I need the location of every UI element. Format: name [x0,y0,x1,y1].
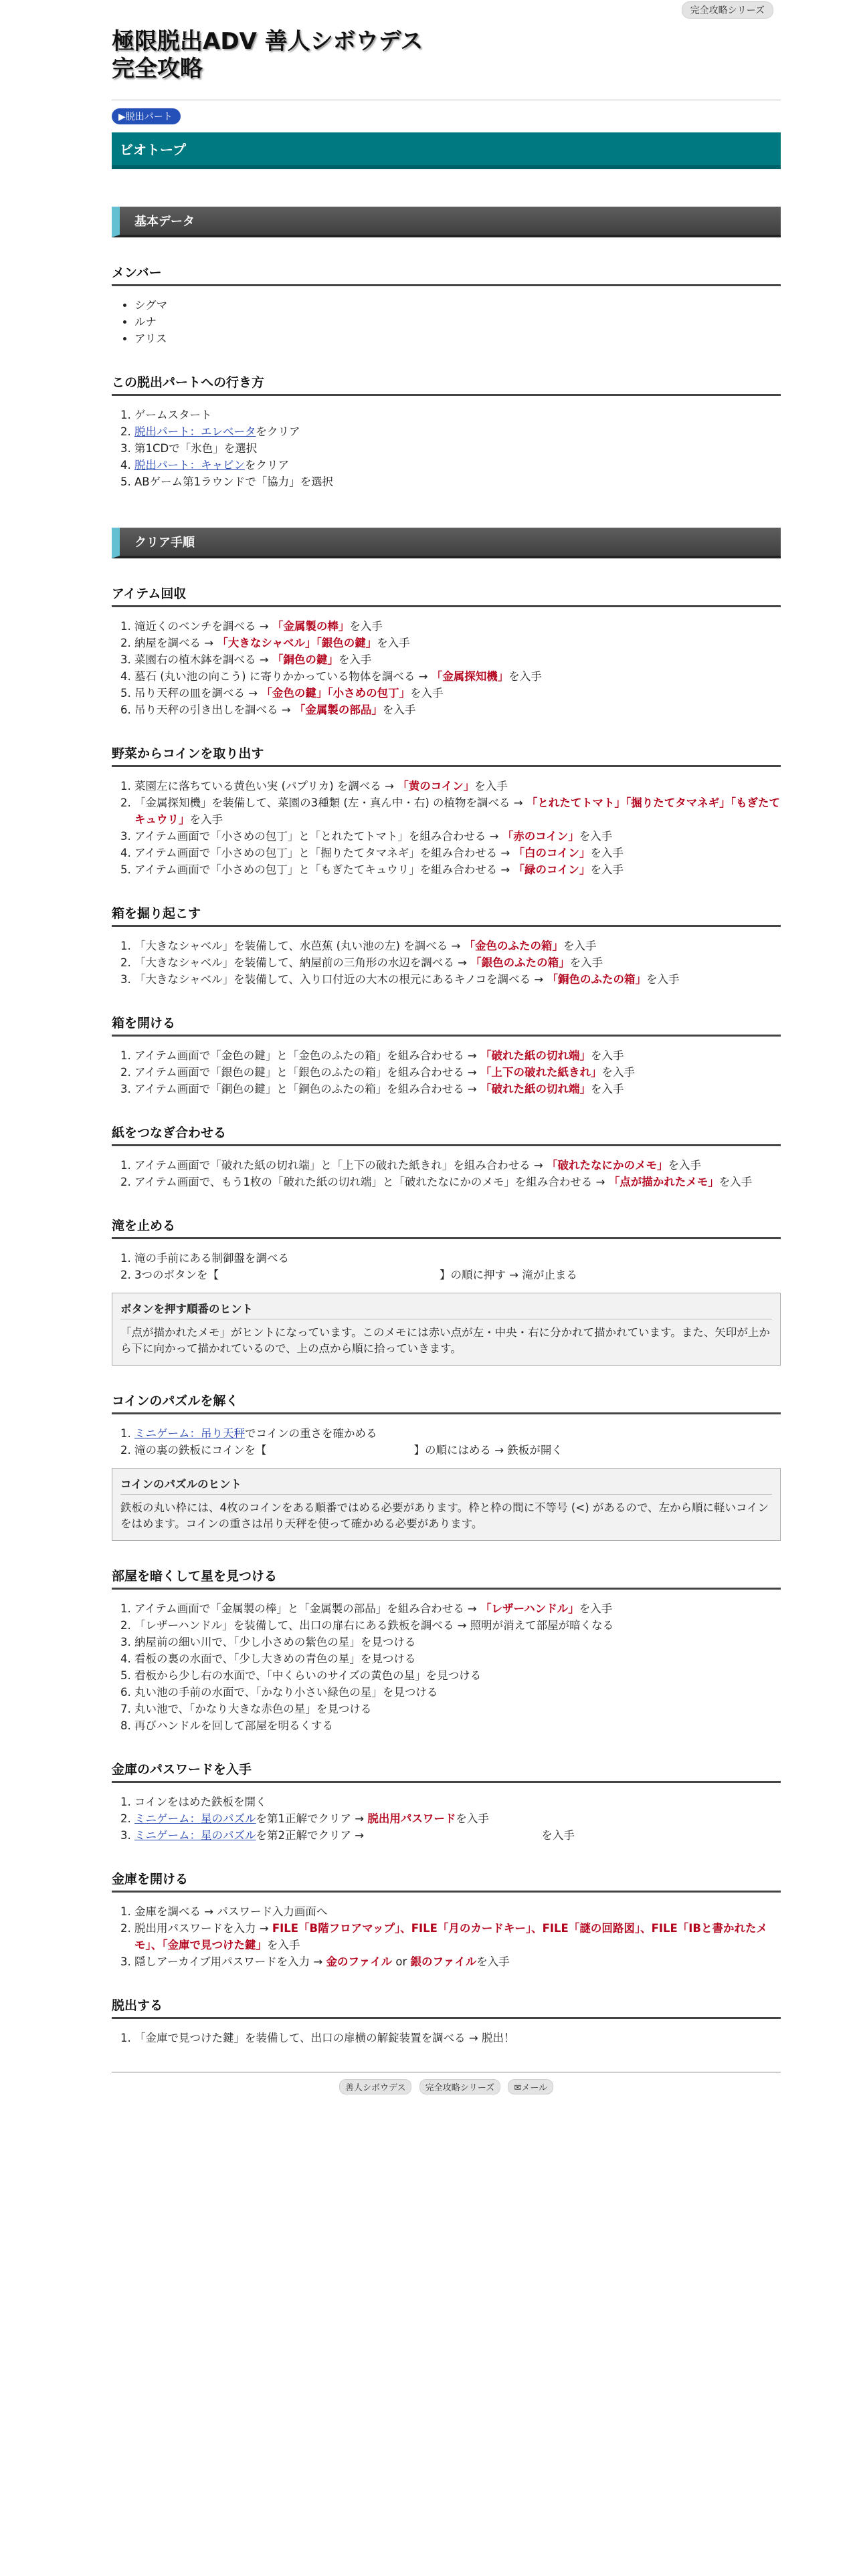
step-item: 5. アイテム画面で「小さめの包丁」と「もぎたてキュウリ」を組み合わせる → 「緑のコイン」を入手 [134,861,781,878]
hint-text: 「点が描かれたメモ」がヒントになっています。このメモには赤い点が左・中央・右に分かれて描かれています。また、矢印が上から下に向かって描かれているので、上の点から順に拾っていきます。 [120,1325,770,1355]
waterfall-steps [112,1250,781,1283]
paper-steps [112,1157,781,1190]
step-item: 3. 隠しアーカイブ用パスワードを入力 → 金のファイル or 銀のファイルを入手 [134,1953,781,1970]
step-item: 1. 滝の手前にある制御盤を調べる [134,1250,781,1267]
step-item: 1. 「大きなシャベル」を装備して、水芭蕉 (丸い池の左) を調べる → 「金色のふたの箱」を入手 [134,938,781,954]
cabin-part-link[interactable]: 脱出パート：キャビン [134,458,245,471]
series-tag[interactable]: 完全攻略シリーズ [682,1,773,19]
open-box-steps [112,1047,781,1097]
step-item: 1. 菜園左に落ちている黄色い実 (パプリカ) を調べる → 「黄のコイン」を入手 [134,778,781,794]
step-item: 1. 「金庫で見つけた鍵」を装備して、出口の扉横の解錠装置を調べる → 脱出！ [134,2030,781,2046]
members-heading: メンバー [112,263,781,286]
member-item: • アリス [134,330,781,347]
hint-text: 鉄板の丸い枠には、4枚のコインをある順番ではめる必要があります。枠と枠の間に不等号 (<) があるので、左から順に軽いコインをはめます。コインの重さは吊り天秤を使って確かめる必要があります。 [120,1501,769,1530]
coin-puzzle-hint [112,1468,781,1541]
step-item: 6. 丸い池の手前の水面で、「かなり小さい緑色の星」を見つける [134,1684,781,1701]
step-item: 2. 「大きなシャベル」を装備して、納屋前の三角形の水辺を調べる → 「銀色のふたの箱」を入手 [134,954,781,971]
section-clear-heading: クリア手順 [112,528,781,558]
page [112,0,781,2095]
footer-link-series[interactable]: 完全攻略シリーズ [419,2079,500,2095]
open-box-heading: 箱を開ける [112,1013,781,1037]
items-steps [112,618,781,718]
dig-heading: 箱を掘り起こす [112,903,781,927]
balance-minigame-link[interactable]: ミニゲーム：吊り天秤 [134,1426,245,1440]
button-order-hint [112,1293,781,1366]
step-item: 1. コインをはめた鉄板を開く [134,1794,781,1810]
title-line-2: 完全攻略 [112,56,203,83]
coin-puzzle-heading: コインのパズルを解く [112,1391,781,1414]
elevator-part-link[interactable]: 脱出パート：エレベータ [134,425,256,438]
part-title: ビオトープ [112,132,781,169]
step-item: 4. 墓石 (丸い池の向こう) に寄りかかっている物体を調べる → 「金属探知機」を入手 [134,668,781,685]
hint-title: ボタンを押す順番のヒント [120,1300,772,1319]
breadcrumb-link[interactable]: ▶脱出パート [112,108,181,124]
items-heading: アイテム回収 [112,584,781,607]
exit-heading: 脱出する [112,1996,781,2019]
step-item: 5. 看板から少し右の水面で、「中くらいのサイズの黄色の星」を見つける [134,1667,781,1684]
coin-puzzle-steps [112,1425,781,1459]
step-item: 3. 「大きなシャベル」を装備して、入り口付近の大木の根元にあるキノコを調べる → 「銅色のふたの箱」を入手 [134,971,781,988]
step-item: 2. アイテム画面で「銀色の鍵」と「銀色のふたの箱」を組み合わせる → 「上下の破れた紙きれ」を入手 [134,1064,781,1081]
step-item: 2. 滝の裏の鉄板にコインを【 】の順にはめる → 鉄板が開く [134,1442,781,1459]
exit-steps [112,2030,781,2046]
star-heading: 部屋を暗くして星を見つける [112,1566,781,1590]
route-step: 4. 脱出パート：キャビンをクリア [134,457,781,473]
step-item: 1. アイテム画面で「金色の鍵」と「金色のふたの箱」を組み合わせる → 「破れた紙の切れ端」を入手 [134,1047,781,1064]
safe-password-heading: 金庫のパスワードを入手 [112,1759,781,1783]
star-steps [112,1600,781,1734]
route-step: 2. 脱出パート：エレベータをクリア [134,423,781,440]
step-item: 1. 金庫を調べる → パスワード入力画面へ [134,1903,781,1920]
step-item: 2. 納屋を調べる → 「大きなシャベル」「銀色の鍵」を入手 [134,635,781,651]
step-item: 1. アイテム画面で「破れた紙の切れ端」と「上下の破れた紙きれ」を組み合わせる → 「破れたなにかのメモ」を入手 [134,1157,781,1174]
step-item: 2. 「金属探知機」を装備して、菜園の3種類 (左・真ん中・右) の植物を調べる → 「とれたてトマト」「掘りたてタマネギ」「もぎたてキュウリ」を入手 [134,794,781,828]
route-step: 5. ABゲーム第1ラウンドで「協力」を選択 [134,473,781,490]
star-puzzle-link[interactable]: ミニゲーム：星のパズル [134,1812,256,1825]
step-item: 3. ミニゲーム：星のパズルを第2正解でクリア → を入手 [134,1827,781,1844]
coins-steps [112,778,781,878]
route-step: 3. 第1CDで「氷色」を選択 [134,440,781,457]
safe-password-steps [112,1794,781,1844]
step-item: 2. アイテム画面で、もう1枚の「破れた紙の切れ端」と「破れたなにかのメモ」を組み合わせる → 「点が描かれたメモ」を入手 [134,1174,781,1190]
step-item: 3. アイテム画面で「小さめの包丁」と「とれたてトマト」を組み合わせる → 「赤のコイン」を入手 [134,828,781,845]
dig-steps [112,938,781,988]
step-item: 2. ミニゲーム：星のパズルを第1正解でクリア → 脱出用パスワードを入手 [134,1810,781,1827]
route-heading: この脱出パートへの行き方 [112,372,781,396]
step-item: 5. 吊り天秤の皿を調べる → 「金色の鍵」「小さめの包丁」を入手 [134,685,781,702]
step-item: 2. 「レザーハンドル」を装備して、出口の扉右にある鉄板を調べる → 照明が消えて部屋が暗くなる [134,1617,781,1634]
waterfall-heading: 滝を止める [112,1216,781,1239]
route-step: 1. ゲームスタート [134,407,781,423]
member-item: • シグマ [134,297,781,314]
step-item: 1. ミニゲーム：吊り天秤でコインの重さを確かめる [134,1425,781,1442]
safe-open-heading: 金庫を開ける [112,1869,781,1893]
step-item: 2. 3つのボタンを【 】の順に押す → 滝が止まる [134,1267,781,1283]
paper-heading: 紙をつなぎ合わせる [112,1123,781,1146]
section-basic-heading: 基本データ [112,207,781,237]
star-puzzle-link[interactable]: ミニゲーム：星のパズル [134,1828,256,1842]
members-list [112,297,781,347]
footer-link-game[interactable]: 善人シボウデス [339,2079,411,2095]
step-item: 3. 納屋前の細い川で、「少し小さめの紫色の星」を見つける [134,1634,781,1650]
site-title [112,28,781,84]
step-item: 3. 菜園右の植木鉢を調べる → 「銅色の鍵」を入手 [134,651,781,668]
step-item: 1. 滝近くのベンチを調べる → 「金属製の棒」を入手 [134,618,781,635]
step-item: 4. 看板の裏の水面で、「少し大きめの青色の星」を見つける [134,1650,781,1667]
coins-heading: 野菜からコインを取り出す [112,744,781,767]
footer [112,2079,781,2095]
step-item: 2. 脱出用パスワードを入力 → FILE「B階フロアマップ」、FILE「月のカードキー」、FILE「謎の回路図」、FILE「IBと書かれたメモ」、「金庫で見つけた鍵」を入手 [134,1920,781,1953]
footer-link-mail[interactable]: ✉メール [508,2079,553,2095]
member-item: • ルナ [134,314,781,330]
step-item: 8. 再びハンドルを回して部屋を明るくする [134,1717,781,1734]
hint-title: コインのパズルのヒント [120,1475,772,1495]
step-item: 4. アイテム画面で「小さめの包丁」と「掘りたてタマネギ」を組み合わせる → 「白のコイン」を入手 [134,845,781,861]
step-item: 1. アイテム画面で「金属製の棒」と「金属製の部品」を組み合わせる → 「レザーハンドル」を入手 [134,1600,781,1617]
safe-open-steps [112,1903,781,1970]
step-item: 3. アイテム画面で「銅色の鍵」と「銅色のふたの箱」を組み合わせる → 「破れた紙の切れ端」を入手 [134,1081,781,1097]
step-item: 6. 吊り天秤の引き出しを調べる → 「金属製の部品」を入手 [134,702,781,718]
step-item: 7. 丸い池で、「かなり大きな赤色の星」を見つける [134,1701,781,1717]
title-line-1: 極限脱出ADV 善人シボウデス [112,28,423,55]
route-list [112,407,781,490]
